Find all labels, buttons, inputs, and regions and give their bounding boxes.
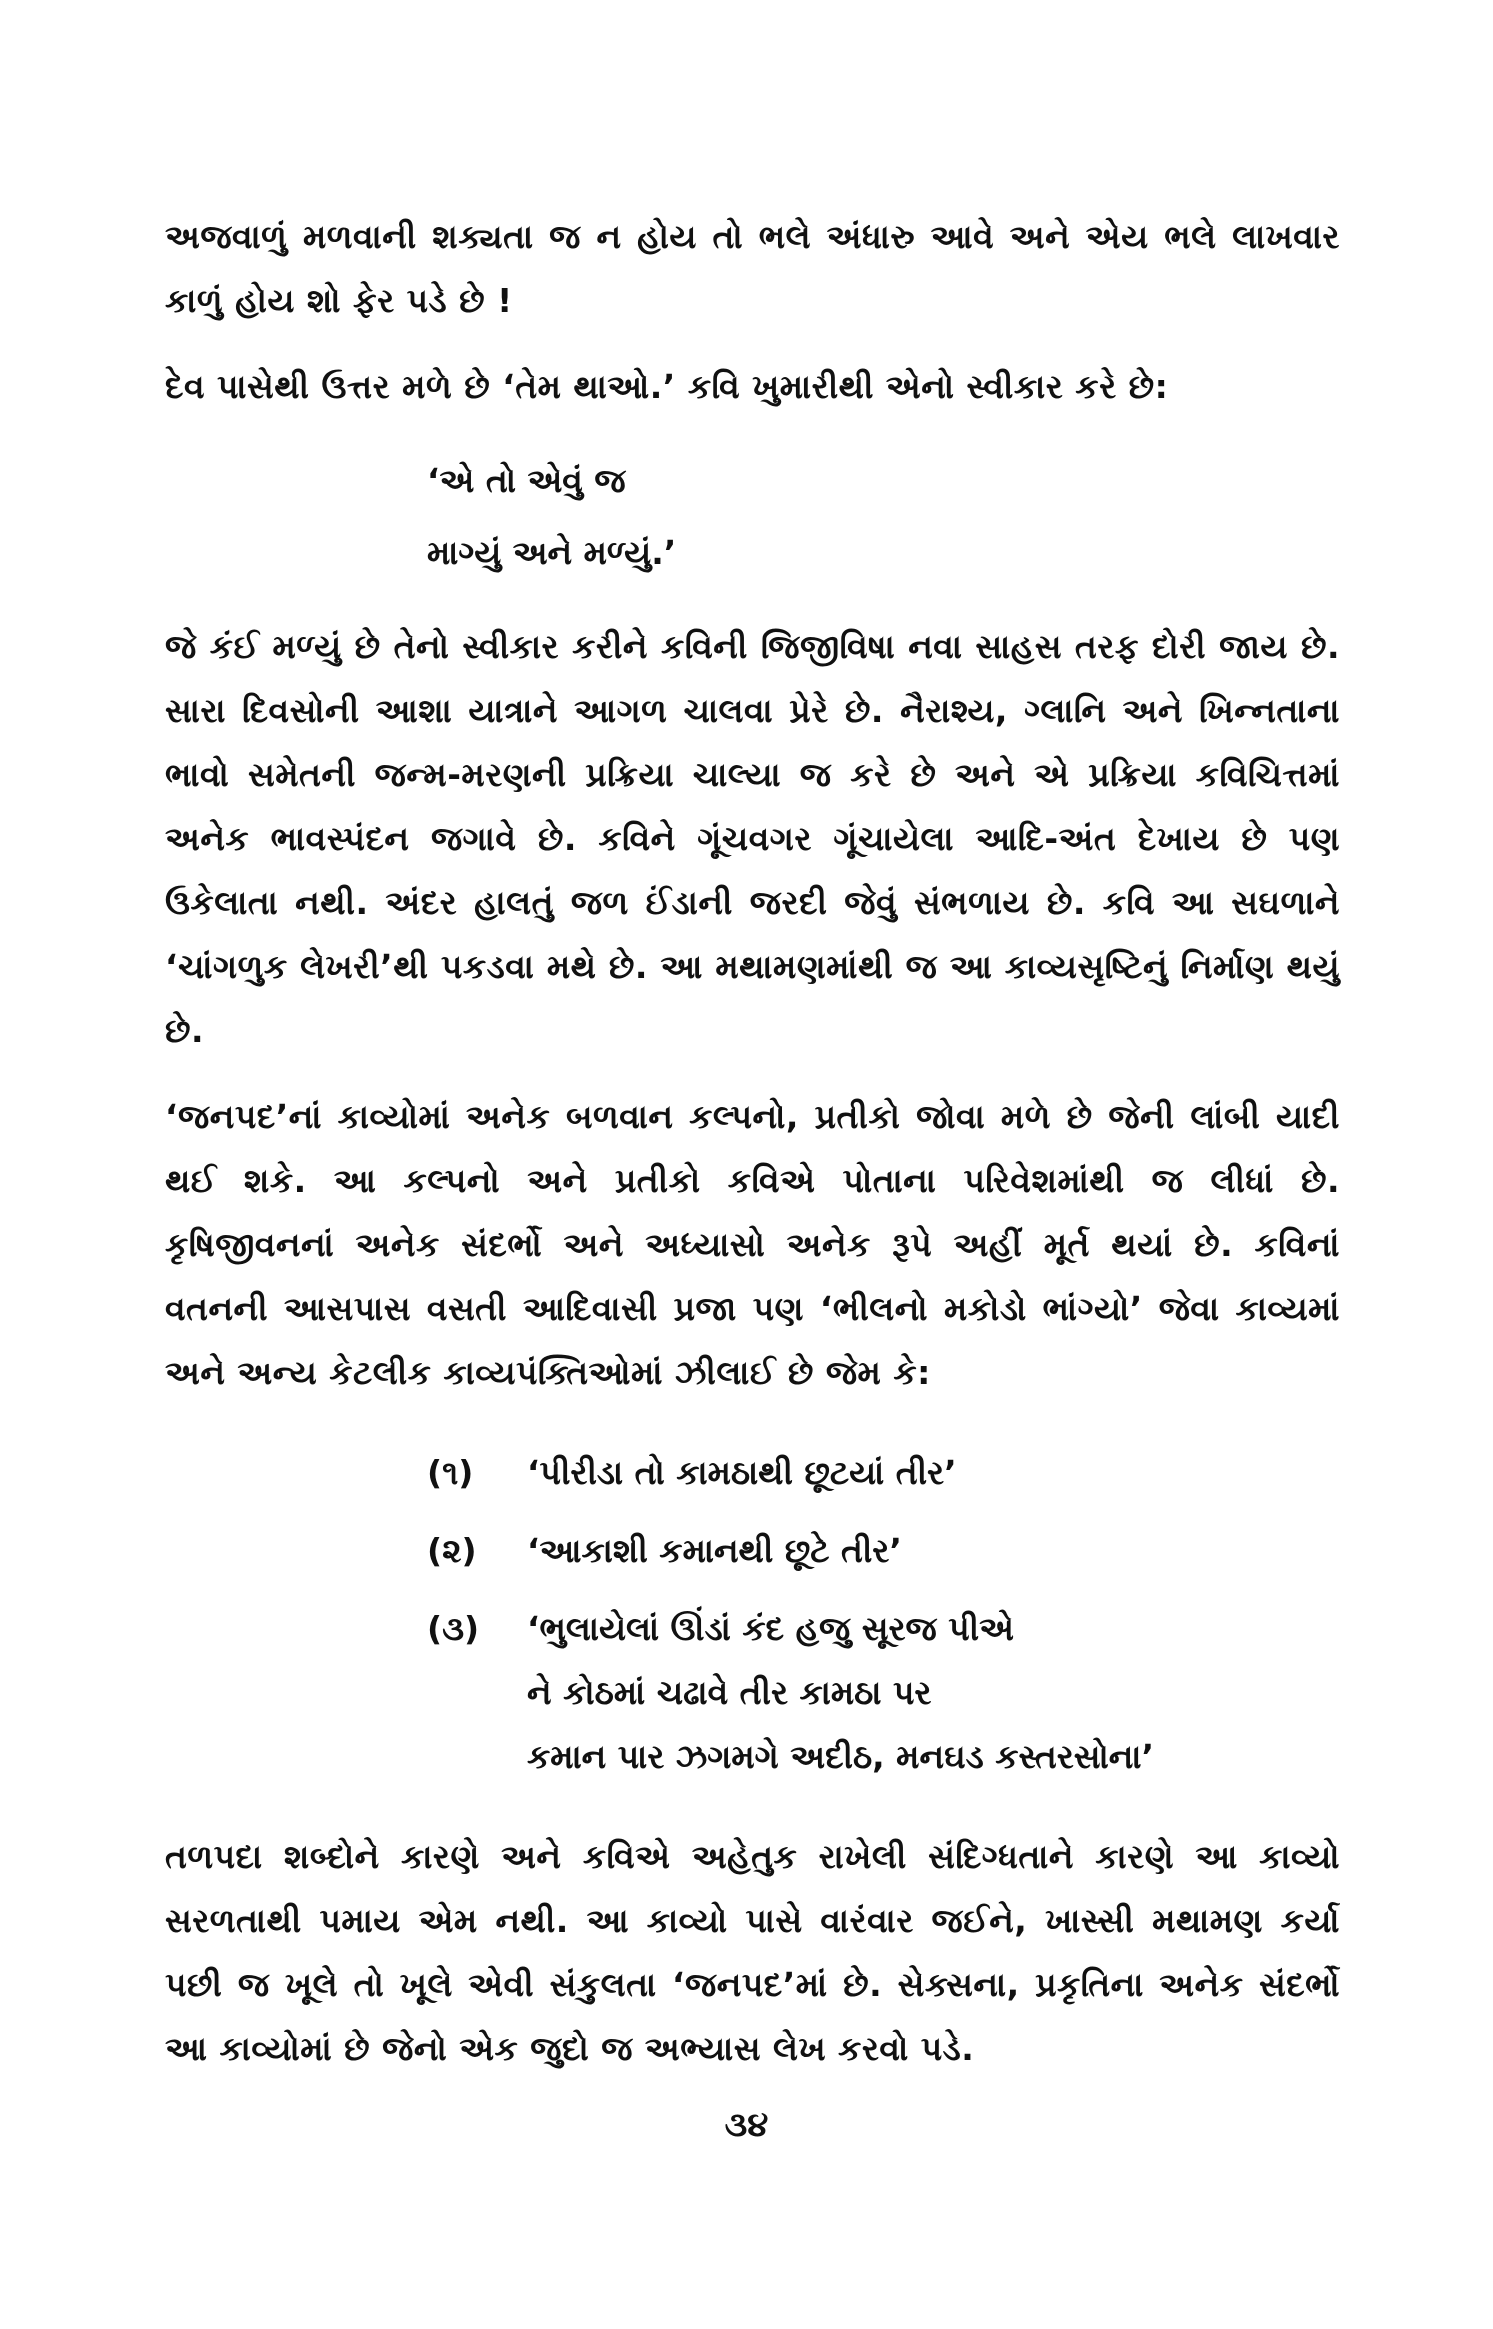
reference-number: (૧) xyxy=(427,1453,474,1492)
paragraph-4: ‘જનપદ’નાં કાવ્યોમાં અનેક બળવાન કલ્પનો, પ્રતીકો જોવા મળે છે જેની લાંબી યાદી થઈ શકે. આ કલ્પનો અને પ્રતીકો કવિએ પોતાના પરિવેશમાંથી જ લીધાં છે. કૃષિજીવનનાં અનેક સંદર્ભો અને અધ્યાસો અનેક રૂપે અહીં મૂર્ત થયાં છે. કવિનાં વતનની આસપાસ વસતી આદિવાસી પ્રજા પણ ‘ભીલનો મકોડો ભાંગ્યો’ જેવા કાવ્યમાં અને અન્ય કેટલીક કાવ્યપંક્તિઓમાં ઝીલાઈ છે જેમ કે: xyxy=(165,1097,1340,1392)
reference-list xyxy=(427,1441,1340,1789)
poem-line: માગ્યું અને મળ્યું.’ xyxy=(427,533,677,572)
reference-line: ‘આકાશી કમાનથી છૂટે તીર’ xyxy=(527,1531,902,1570)
reference-lines xyxy=(527,1597,1154,1789)
reference-line: ‘ભુલાયેલાં ઊંડાં કંદ હજુ સૂરજ પીએ xyxy=(527,1609,1014,1648)
poem-quote xyxy=(427,445,1340,589)
reference-number: (૩) xyxy=(427,1609,480,1648)
reference-number: (૨) xyxy=(427,1531,477,1570)
list-item xyxy=(427,1441,1340,1505)
paragraph-1: અજવાળું મળવાની શક્યતા જ ન હોય તો ભલે અંધારુ આવે અને એય ભલે લાખવાર કાળું હોય શો ફેર પડે છે ! xyxy=(165,217,1340,320)
page-body xyxy=(165,205,1340,2081)
reference-lines xyxy=(527,1441,957,1505)
reference-line: કમાન પાર ઝગમગે અદીઠ, મનઘડ કસ્તરસોના’ xyxy=(527,1737,1154,1776)
page-number: ૩૪ xyxy=(724,2105,769,2145)
list-item xyxy=(427,1597,1340,1789)
reference-lines xyxy=(527,1519,902,1583)
poem-line: ‘એ તો એવું જ xyxy=(427,461,626,500)
list-item xyxy=(427,1519,1340,1583)
reference-line: ‘પીરીડા તો કામઠાથી છૂટયાં તીર’ xyxy=(527,1453,957,1492)
paragraph-3: જે કંઈ મળ્યું છે તેનો સ્વીકાર કરીને કવિની જિજીવિષા નવા સાહસ તરફ દોરી જાય છે. સારા દિવસોની આશા યાત્રાને આગળ ચાલવા પ્રેરે છે. નૈરાશ્ય, ગ્લાનિ અને ખિન્નતાના ભાવો સમેતની જન્મ-મરણની પ્રક્રિયા ચાલ્યા જ કરે છે અને એ પ્રક્રિયા કવિચિત્તમાં અનેક ભાવસ્પંદન જગાવે છે. કવિને ગૂંચવગર ગૂંચાયેલા આદિ-અંત દેખાય છે પણ ઉકેલાતા નથી. અંદર હાલતું જળ ઈંડાની જરદી જેવું સંભળાય છે. કવિ આ સઘળાને ‘ચાંગળુક લેખરી’થી પકડવા મથે છે. આ મથામણમાંથી જ આ કાવ્યસૃષ્ટિનું નિર્માણ થયું છે. xyxy=(165,627,1340,1050)
paragraph-5: તળપદા શબ્દોને કારણે અને કવિએ અહેતુક રાખેલી સંદિગ્ધતાને કારણે આ કાવ્યો સરળતાથી પમાય એમ નથી. આ કાવ્યો પાસે વારંવાર જઈને, ખાસ્સી મથામણ કર્યા પછી જ ખૂલે તો ખૂલે એવી સંકુલતા ‘જનપદ’માં છે. સેક્સના, પ્રકૃતિના અનેક સંદર્ભો આ કાવ્યોમાં છે જેનો એક જુદો જ અભ્યાસ લેખ કરવો પડે. xyxy=(165,1837,1340,2068)
paragraph-2: દેવ પાસેથી ઉત્તર મળે છે ‘તેમ થાઓ.’ કવિ ખુમારીથી એનો સ્વીકાર કરે છે: xyxy=(165,367,1169,406)
reference-line: ને કોઠમાં ચઢાવે તીર કામઠા પર xyxy=(527,1673,932,1712)
